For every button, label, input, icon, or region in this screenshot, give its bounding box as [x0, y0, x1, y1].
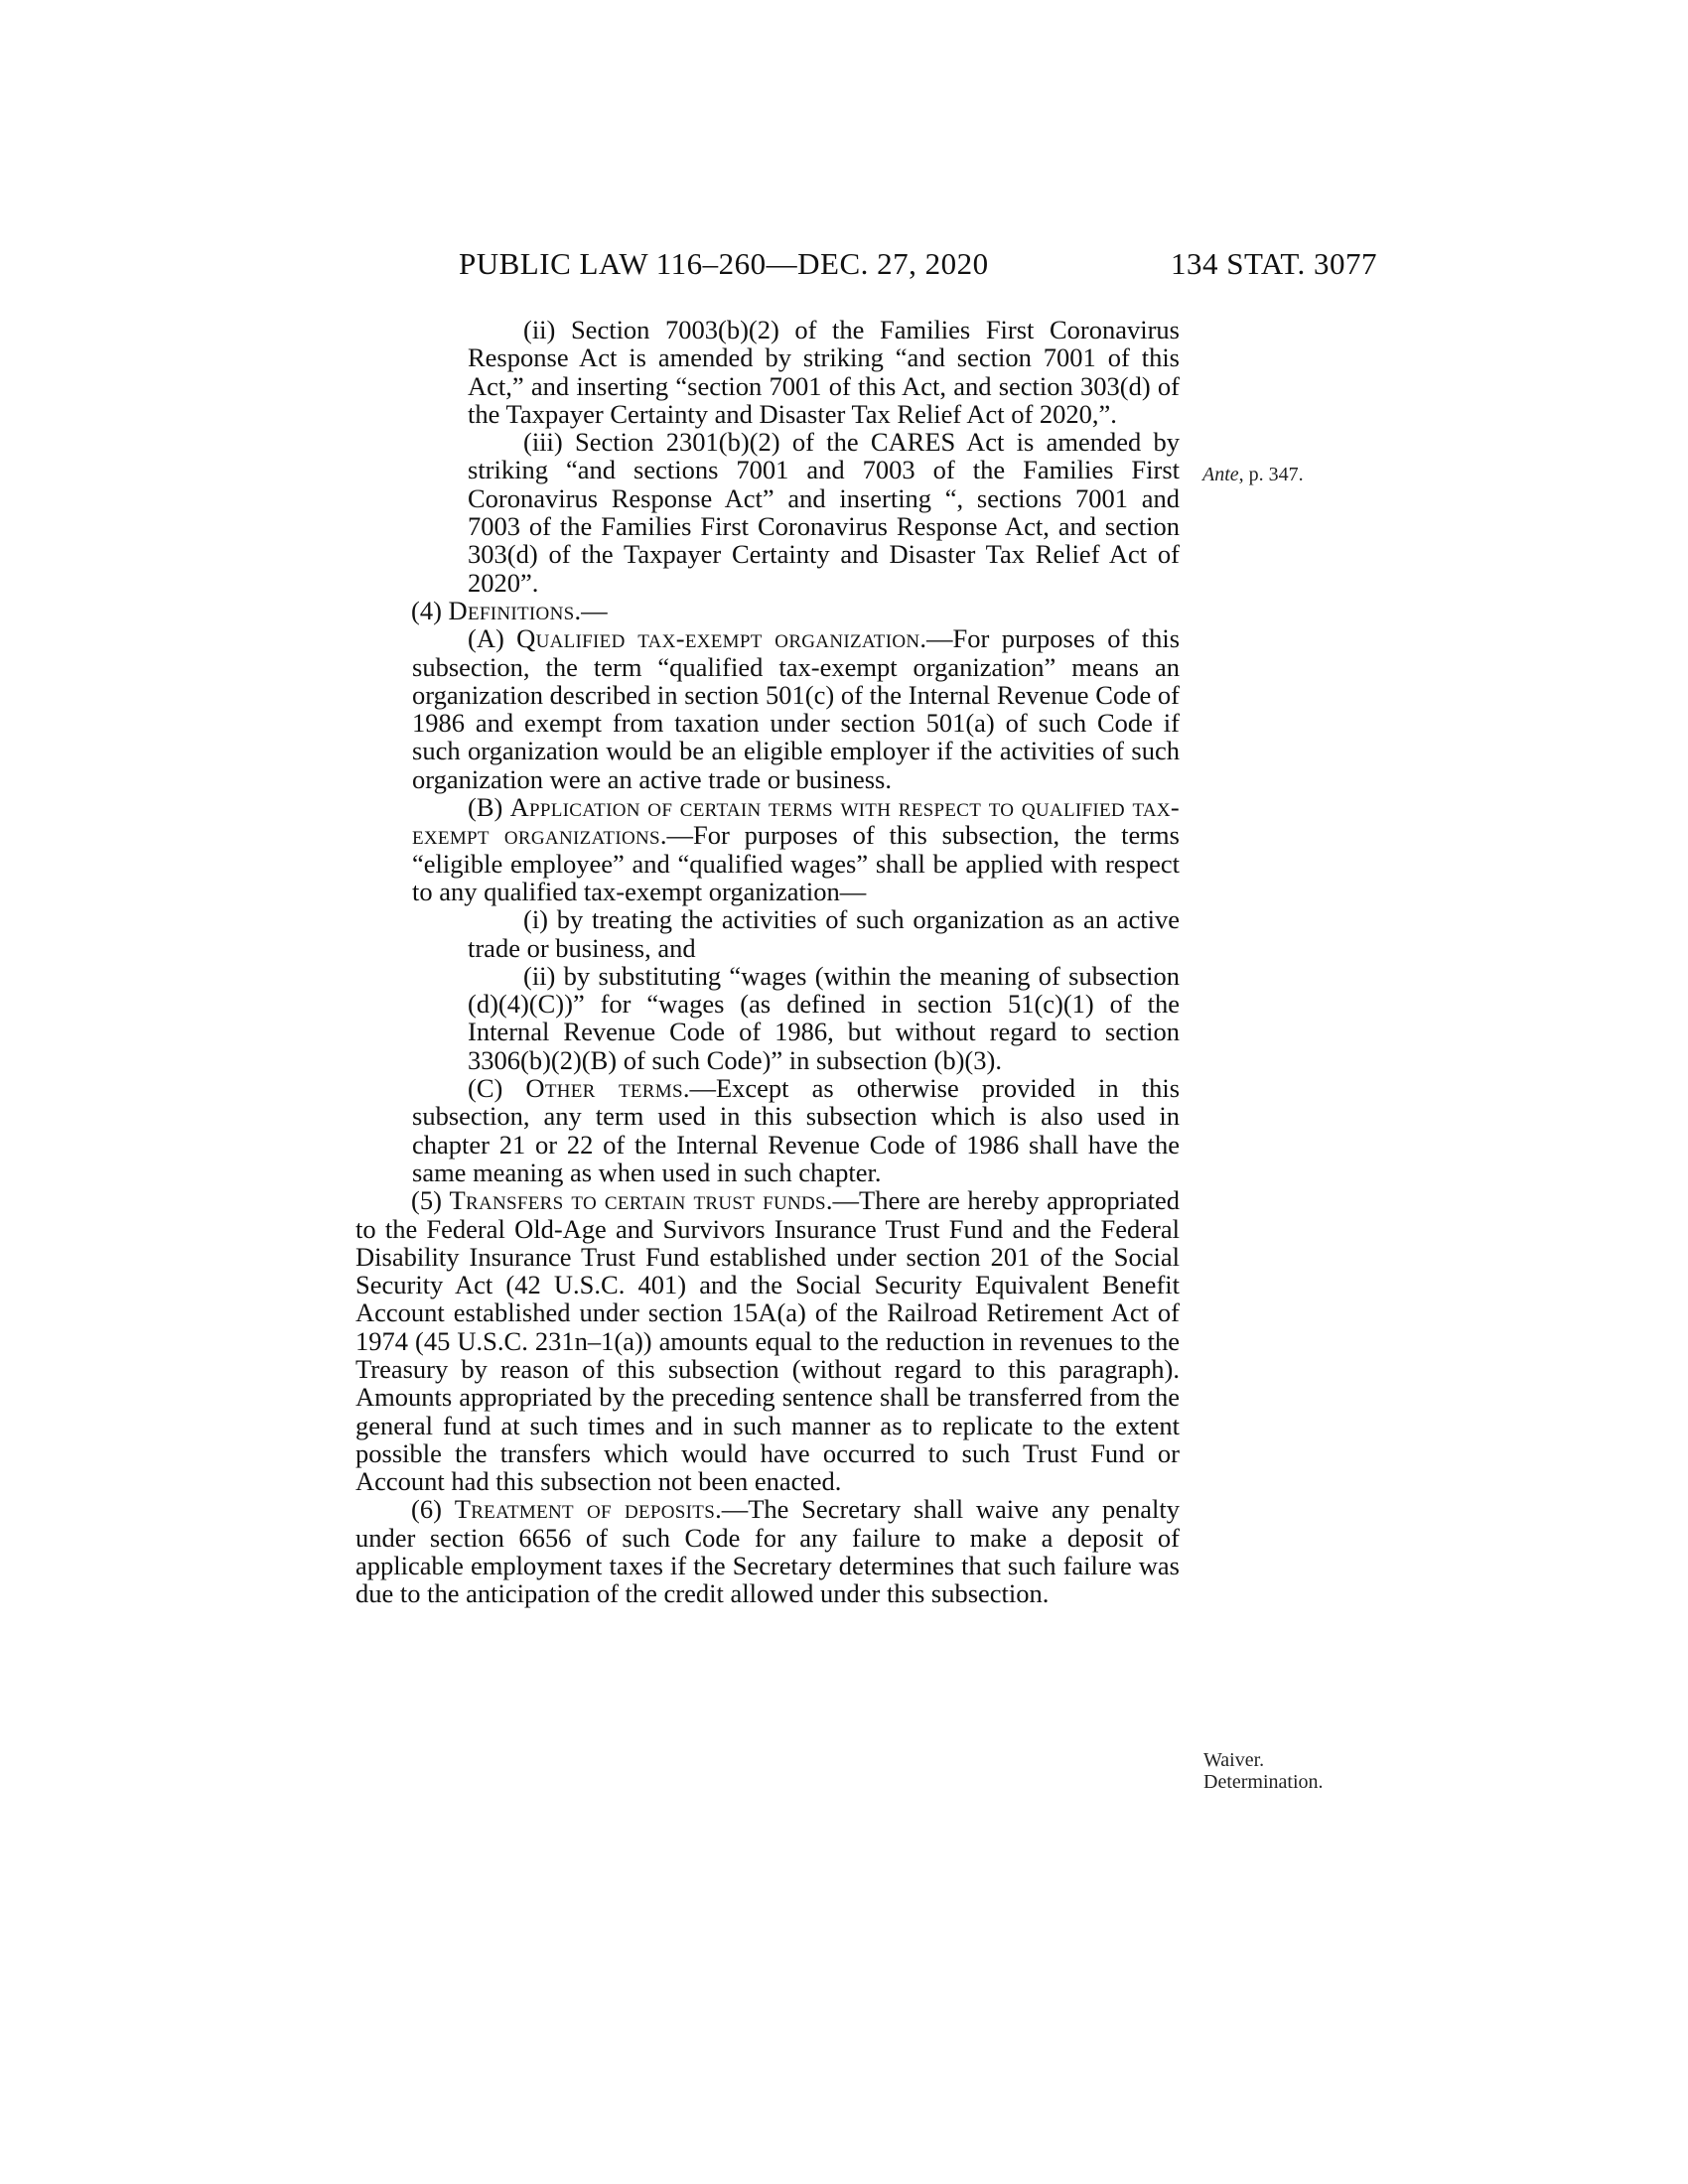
paragraph-5-transfers	[355, 1186, 1180, 1495]
statute-body	[355, 316, 1180, 1608]
statute-page-number: 134 STAT. 3077	[1170, 246, 1377, 281]
public-law-citation: PUBLIC LAW 116–260—DEC. 27, 2020	[459, 246, 989, 281]
subparagraph-b	[355, 793, 1180, 905]
paragraph-heading: Transfers to certain trust funds	[449, 1185, 826, 1216]
paragraph-number: (6)	[411, 1494, 455, 1525]
paragraph-number: (4)	[411, 595, 449, 625]
paragraph-4-definitions	[355, 597, 1180, 624]
subparagraph-text: .—Except as otherwise provided in this subsection, any term used in this subsection which is also used in chapter 21 or 22 of the Internal Revenue Code of 1986 shall have the same meaning as when used in such chapter.	[412, 1073, 1181, 1187]
subparagraph-number: (C)	[468, 1073, 526, 1104]
subparagraph-text: .—For purposes of this subsection, the terms “eligible employee” and “qualified wages” shall be applied with respect to any qualified tax-exempt organization—	[412, 820, 1180, 906]
page-header	[459, 246, 1377, 286]
subparagraph-a	[355, 624, 1180, 793]
clause-b-ii: (ii) by substituting “wages (within the meaning of subsection (d)(4)(C))” for “wages (as defined in section 51(c)(1) of the Internal Revenue Code of 1986, but without regard to section 3306(b)(2)(B) of such Code)” in subsection (b)(3).	[468, 960, 1180, 1075]
paragraph-text: .—The Secretary shall waive any penalty under section 6656 of such Code for any failure to make a deposit of applicable employment taxes if the Secretary determines that such failure was due to the anticipation of the credit allowed under this subsection.	[355, 1494, 1180, 1609]
paragraph-heading: Definitions	[448, 595, 575, 625]
margin-note-waiver	[1203, 1749, 1324, 1793]
paragraph-text: .—There are hereby appropriated to the Federal Old-Age and Survivors Insurance Trust Fund and the Federal Disability Insurance Trust Fund established under section 201 of the Social Security Act (42 U.S.C. 401) and the Social Security Equivalent Benefit Account established under section 15A(a) of the Railroad Retirement Act of 1974 (45 U.S.C. 231n–1(a)) amounts equal to the reduction in revenues to the Treasury by reason of this subsection (without regard to this paragraph). Amounts appropriated by the preceding sentence shall be transferred from the general fund at such times and in such manner as to replicate to the extent possible the transfers which would have occurred to such Trust Fund or Account had this subsection not been enacted.	[355, 1185, 1180, 1497]
subparagraph-number: (B)	[468, 792, 510, 823]
subparagraph-heading: Other terms	[525, 1073, 683, 1104]
margin-note-waiver-label: Waiver.	[1203, 1749, 1265, 1771]
paragraph-heading: Treatment of deposits	[454, 1494, 716, 1525]
subparagraph-number: (A)	[468, 623, 517, 654]
margin-note-ante	[1202, 464, 1304, 485]
paragraph-6-deposits	[355, 1495, 1180, 1607]
subparagraph-text: .—For purposes of this subsection, the term “qualified tax-exempt organization” means an organization described in section 501(c) of the Internal Revenue Code of 1986 and exempt from taxation under section 501(a) of such Code if such organization would be an eligible employer if the activities of such organization were an active trade or business.	[412, 623, 1181, 794]
subparagraph-heading: Application of certain terms with respect to qualified tax-exempt organizations	[412, 792, 1180, 851]
subparagraph-heading: Qualified tax-exempt organization	[516, 623, 920, 654]
margin-note-ante-page: , p. 347.	[1238, 464, 1304, 485]
clause-iii-cares-act: (iii) Section 2301(b)(2) of the CARES Act is amended by striking “and sections 7001 and 7003 of the Families First Coronavirus Response Act” and inserting “, sections 7001 and 7003 of the Families First Coronavirus Response Act, and section 303(d) of the Taxpayer Certainty and Disaster Tax Relief Act of 2020”.	[468, 427, 1180, 598]
paragraph-text: .—	[574, 595, 608, 625]
subparagraph-c	[355, 1074, 1180, 1186]
clause-b-i: (i) by treating the activities of such organization as an active trade or business, and	[468, 904, 1180, 963]
margin-note-ante-italic: Ante	[1202, 464, 1239, 485]
clause-ii-families-first: (ii) Section 7003(b)(2) of the Families First Coronavirus Response Act is amended by striking “and section 7001 of this Act,” and inserting “section 7001 of this Act, and section 303(d) of the Taxpayer Certainty and Disaster Tax Relief Act of 2020,”.	[468, 315, 1180, 429]
paragraph-number: (5)	[411, 1185, 450, 1216]
margin-note-determination-label: Determination.	[1203, 1771, 1324, 1793]
